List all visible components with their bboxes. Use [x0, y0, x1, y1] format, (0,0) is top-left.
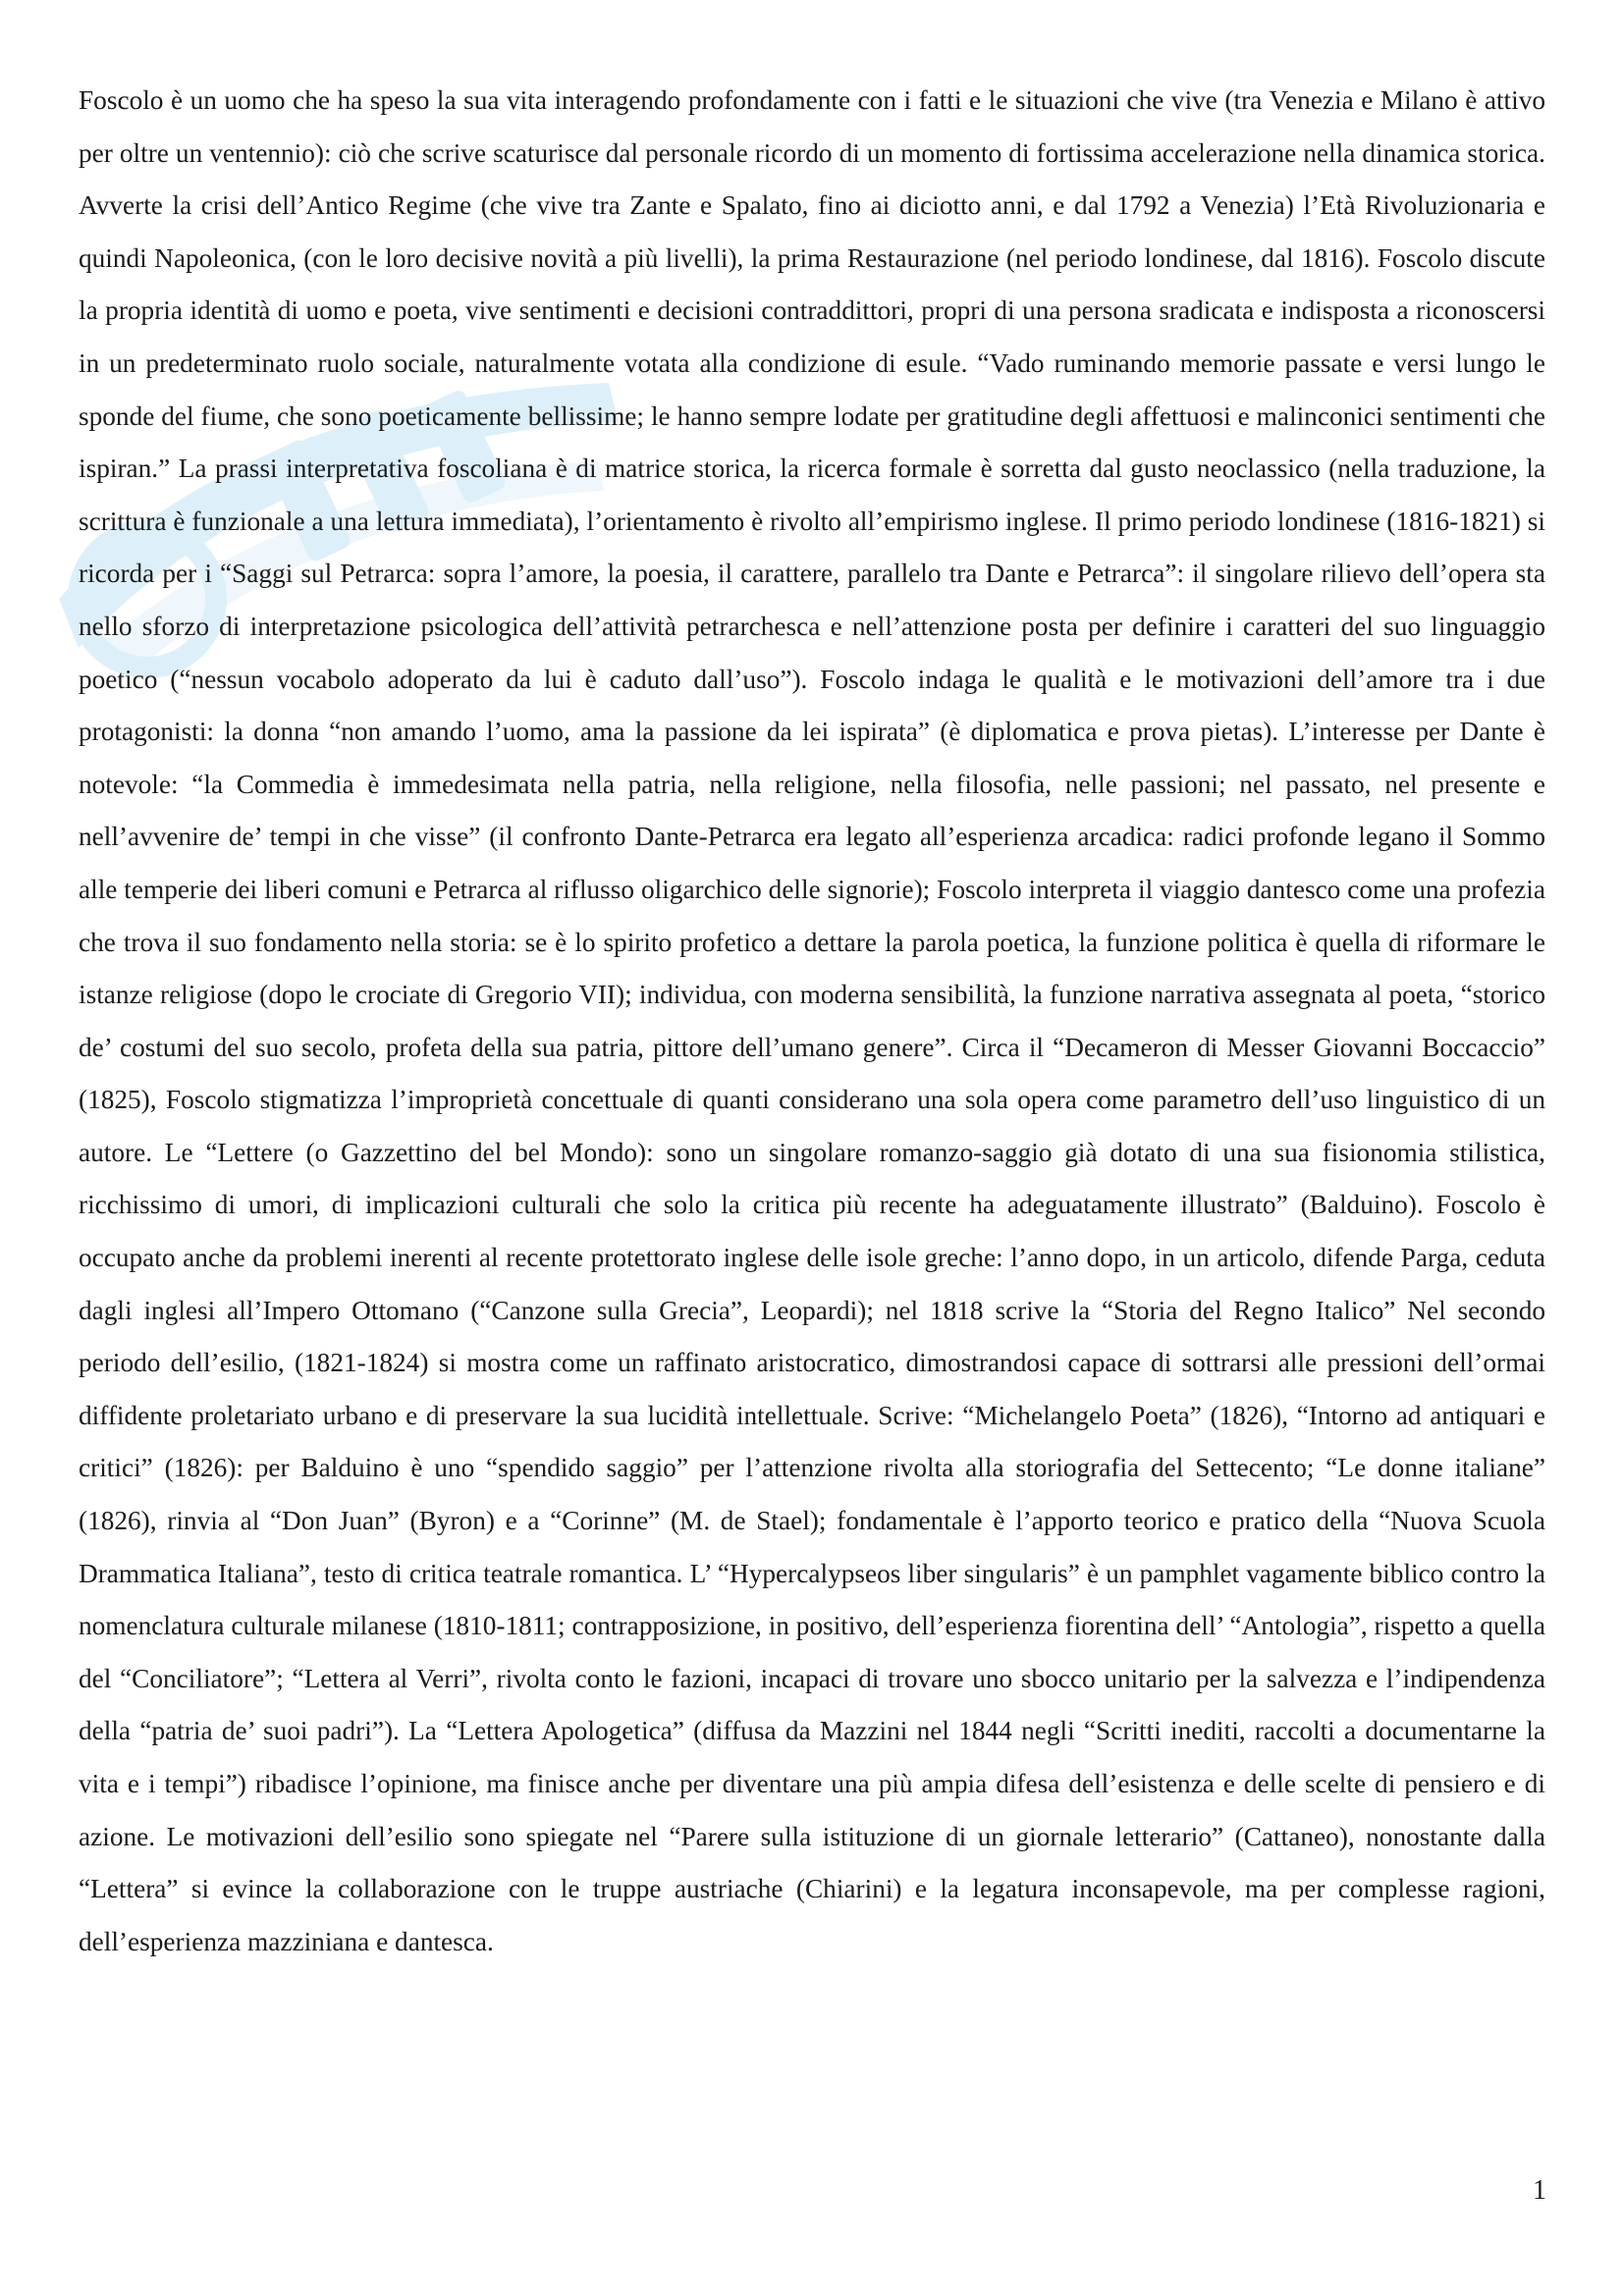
page-number: 1 [1533, 2175, 1546, 2206]
body-text: Foscolo è un uomo che ha speso la sua vita interagendo profondamente con i fatti e le situazioni che vive (tra Venezia e Milano è attivo per oltre un ventennio): ciò che scrive scaturisce dal personale ricordo di un momento di fortissima accelerazione nella dinamica storica. Avverte la crisi dell’Antico Regime (che vive tra Zante e Spalato, fino ai diciotto anni, e dal 1792 a Venezia) l’Età Rivoluzionaria e quindi Napoleonica, (con le loro decisive novità a più livelli), la prima Restaurazione (nel periodo londinese, dal 1816). Foscolo discute la propria identità di uomo e poeta, vive sentimenti e decisioni contraddittori, propri di una persona sradicata e indisposta a riconoscersi in un predeterminato ruolo sociale, naturalmente votata alla condizione di esule. “Vado ruminando memorie passate e versi lungo le sponde del fiume, che sono poeticamente bellissime; le hanno sempre lodate per gratitudine degli affettuosi e malinconici sentimenti che ispiran.” La prassi interpretativa foscoliana è di matrice storica, la ricerca formale è sorretta dal gusto neoclassico (nella traduzione, la scrittura è funzionale a una lettura immediata), l’orientamento è rivolto all’empirismo inglese. Il primo periodo londinese (1816-1821) si ricorda per i “Saggi sul Petrarca: sopra l’amore, la poesia, il carattere, parallelo tra Dante e Petrarca”: il singolare rilievo dell’opera sta nello sforzo di interpretazione psicologica dell’attività petrarchesca e nell’attenzione posta per definire i caratteri del suo linguaggio poetico (“nessun vocabolo adoperato da lui è caduto dall’uso”). Foscolo indaga le qualità e le motivazioni dell’amore tra i due protagonisti: la donna “non amando l’uomo, ama la passione da lei ispirata” (è diplomatica e prova pietas). L’interesse per Dante è notevole: “la Commedia è immedesimata nella patria, nella religione, nella filosofia, nelle passioni; nel passato, nel presente e nell’avvenire de’ tempi in che visse” (il confronto Dante-Petrarca era legato all’esperienza arcadica: radici profonde legano il Sommo alle temperie dei liberi comuni e Petrarca al riflusso oligarchico delle signorie); Foscolo interpreta il viaggio dantesco come una profezia che trova il suo fondamento nella storia: se è lo spirito profetico a dettare la parola poetica, la funzione politica è quella di riformare le istanze religiose (dopo le crociate di Gregorio VII); individua, con moderna sensibilità, la funzione narrativa assegnata al poeta, “storico de’ costumi del suo secolo, profeta della sua patria, pittore dell’umano genere”. Circa il “Decameron di Messer Giovanni Boccaccio” (1825), Foscolo stigmatizza l’improprietà concettuale di quanti considerano una sola opera come parametro dell’uso linguistico di un autore. Le “Lettere (o Gazzettino del bel Mondo): sono un singolare romanzo-saggio già dotato di una sua fisionomia stilistica, ricchissimo di umori, di implicazioni culturali che solo la critica più recente ha adeguatamente illustrato” (Balduino). Foscolo è occupato anche da problemi inerenti al recente protettorato inglese delle isole greche: l’anno dopo, in un articolo, difende Parga, ceduta dagli inglesi all’Impero Ottomano (“Canzone sulla Grecia”, Leopardi); nel 1818 scrive la “Storia del Regno Italico” Nel secondo periodo dell’esilio, (1821-1824) si mostra come un raffinato aristocratico, dimostrandosi capace di sottrarsi alle pressioni dell’ormai diffidente proletariato urbano e di preservare la sua lucidità intellettuale. Scrive: “Michelangelo Poeta” (1826), “Intorno ad antiquari e critici” (1826): per Balduino è uno “spendido saggio” per l’attenzione rivolta alla storiografia del Settecento; “Le donne italiane” (1826), rinvia al “Don Juan” (Byron) e a “Corinne” (M. de Stael); fondamentale è l’apporto teorico e pratico della “Nuova Scuola Drammatica Italiana”, testo di critica teatrale romantica. L’ “Hypercalypseos liber singularis” è un pamphlet vagamente biblico contro la nomenclatura culturale milanese (1810-1811; contrapposizione, in positivo, dell’esperienza fiorentina dell’ “Antologia”, rispetto a quella del “Conciliatore”; “Lettera al Verri”, rivolta conto le fazioni, incapaci di trovare uno sbocco unitario per la salvezza e l’indipendenza della “patria de’ suoi padri”). La “Lettera Apologetica” (diffusa da Mazzini nel 1844 negli “Scritti inediti, raccolti a documentarne la vita e i tempi”) ribadisce l’opinione, ma finisce anche per diventare una più ampia difesa dell’esistenza e delle scelte di pensiero e di azione. Le motivazioni dell’esilio sono spiegate nel “Parere sulla istituzione di un giornale letterario” (Cattaneo), nonostante dalla “Lettera” si evince la collaborazione con le truppe austriache (Chiarini) e la legatura inconsapevole, ma per complesse ragioni, dell’esperienza mazziniana e dantesca. [79, 85, 1545, 1956]
